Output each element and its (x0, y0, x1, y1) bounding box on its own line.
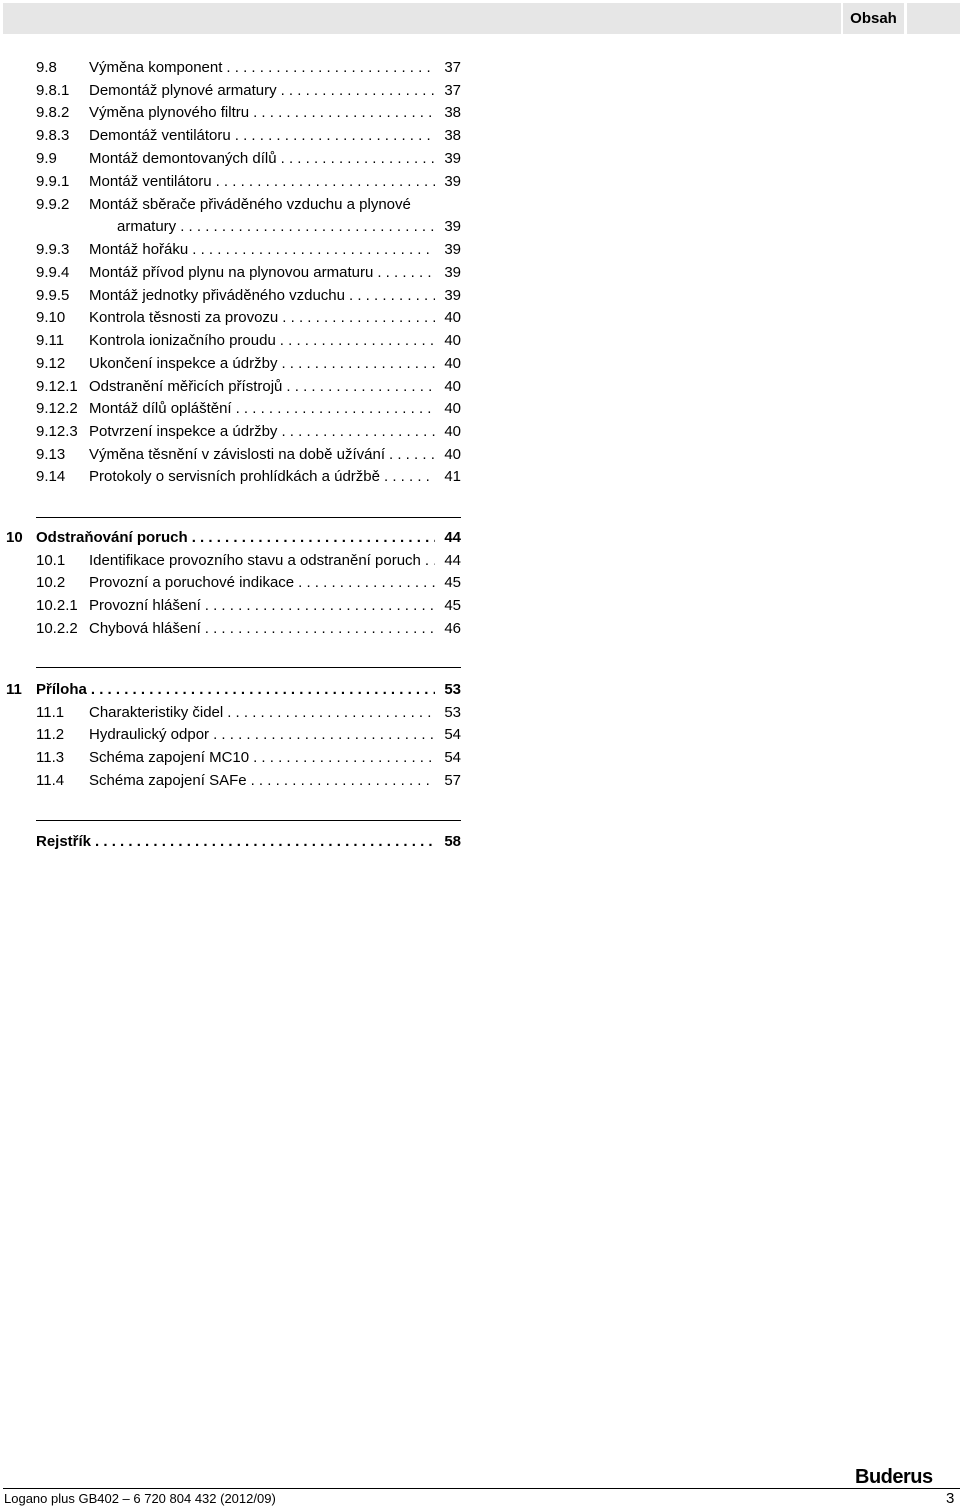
toc-title: Montáž ventilátoru (89, 173, 212, 190)
toc-entry[interactable] (0, 467, 960, 487)
toc-number: 10.2.2 (36, 620, 78, 637)
toc-title: Provozní a poruchové indikace (89, 574, 295, 591)
chapter-divider (36, 667, 461, 668)
toc-title: Chybová hlášení (89, 620, 201, 637)
toc-number: 9.14 (36, 468, 66, 485)
toc-page: 37 (444, 59, 461, 76)
toc-entry[interactable] (0, 149, 960, 169)
toc-page: 40 (444, 378, 461, 395)
toc-entry[interactable] (0, 58, 960, 78)
toc-number: 9.8 (36, 59, 57, 76)
toc-number: 10.2.1 (36, 597, 78, 614)
toc-number: 11.3 (36, 749, 65, 766)
leader-dots (253, 103, 435, 123)
toc-page: 44 (444, 552, 461, 569)
toc-page: 41 (444, 468, 461, 485)
toc-number: 11.4 (36, 772, 65, 789)
toc-page: 57 (444, 772, 461, 789)
toc-entry[interactable] (0, 354, 960, 374)
toc-index-title: Rejstřík (36, 833, 92, 850)
toc-title: Demontáž plynové armatury (89, 82, 277, 99)
page-number: 3 (946, 1490, 955, 1507)
footer-divider (3, 1488, 960, 1489)
toc-number: 10.1 (36, 552, 66, 569)
toc-page: 39 (444, 218, 461, 235)
leader-dots (281, 81, 435, 101)
toc-title: Identifikace provozního stavu a odstranění poruch (89, 552, 421, 569)
toc-page: 54 (444, 726, 461, 743)
chapter-divider (36, 517, 461, 518)
toc-entry[interactable] (0, 377, 960, 397)
toc-page: 39 (444, 287, 461, 304)
leader-dots (349, 286, 435, 306)
toc-title: Montáž demontovaných dílů (89, 150, 277, 167)
toc-page: 54 (444, 749, 461, 766)
leader-dots (213, 725, 435, 745)
toc-title: Potvrzení inspekce a údržby (89, 423, 278, 440)
toc-page: 45 (444, 597, 461, 614)
leader-dots (389, 445, 435, 465)
toc-entry[interactable] (0, 308, 960, 328)
toc-chapter-title: Příloha (36, 681, 87, 698)
leader-dots (227, 703, 435, 723)
leader-dots (205, 596, 435, 616)
leader-dots (192, 240, 435, 260)
toc-entry[interactable] (0, 725, 960, 745)
toc-title: Výměna plynového filtru (89, 104, 250, 121)
toc-title: Montáž sběrače přiváděného vzduchu a plynové (89, 196, 411, 213)
leader-dots (280, 331, 435, 351)
toc-title-continuation: armatury (117, 218, 177, 235)
toc-entry[interactable] (0, 748, 960, 768)
toc-entry[interactable] (0, 240, 960, 260)
toc-entry[interactable] (0, 596, 960, 616)
leader-dots (281, 149, 435, 169)
toc-number: 9.8.3 (36, 127, 70, 144)
leader-dots (205, 619, 435, 639)
toc-chapter-number: 10 (6, 529, 23, 546)
toc-entry[interactable] (0, 172, 960, 192)
toc-title: Protokoly o servisních prohlídkách a údržbě (89, 468, 380, 485)
toc-entry[interactable] (0, 195, 960, 215)
toc-entry[interactable] (0, 551, 960, 571)
toc-title: Montáž hořáku (89, 241, 189, 258)
toc-number: 9.12 (36, 355, 66, 372)
toc-title: Odstranění měřicích přístrojů (89, 378, 283, 395)
toc-title: Montáž přívod plynu na plynovou armaturu (89, 264, 374, 281)
toc-number: 9.13 (36, 446, 66, 463)
toc-page: 40 (444, 309, 461, 326)
toc-title: Charakteristiky čidel (89, 704, 224, 721)
toc-number: 9.9 (36, 150, 57, 167)
toc-chapter-entry[interactable] (0, 680, 960, 700)
leader-dots (192, 528, 435, 548)
toc-entry[interactable] (0, 286, 960, 306)
toc-title: Výměna těsnění v závislosti na době užívání (89, 446, 386, 463)
leader-dots (298, 573, 435, 593)
toc-number: 11.1 (36, 704, 65, 721)
toc-title: Hydraulický odpor (89, 726, 210, 743)
toc-number: 9.12.1 (36, 378, 78, 395)
toc-number: 10.2 (36, 574, 66, 591)
toc-number: 9.9.3 (36, 241, 70, 258)
toc-page: 46 (444, 620, 461, 637)
toc-title: Provozní hlášení (89, 597, 201, 614)
toc-chapter-entry[interactable] (0, 528, 960, 548)
toc-entry[interactable] (0, 126, 960, 146)
toc-page: 38 (444, 127, 461, 144)
toc-entry[interactable] (0, 703, 960, 723)
toc-number: 9.9.2 (36, 196, 70, 213)
toc-page: 40 (444, 400, 461, 417)
toc-title: Kontrola ionizačního proudu (89, 332, 276, 349)
leader-dots (251, 771, 435, 791)
toc-page: 45 (444, 574, 461, 591)
toc-number: 9.10 (36, 309, 66, 326)
section-label: Obsah (843, 3, 904, 34)
toc-number: 9.8.2 (36, 104, 70, 121)
toc-page: 53 (444, 681, 461, 698)
toc-page: 39 (444, 173, 461, 190)
toc-number: 9.12.3 (36, 423, 78, 440)
toc-entry[interactable] (0, 573, 960, 593)
toc-page: 44 (444, 529, 461, 546)
leader-dots (236, 399, 435, 419)
toc-title: Kontrola těsnosti za provozu (89, 309, 279, 326)
toc-entry-continuation[interactable] (0, 217, 960, 237)
toc-entry[interactable] (0, 619, 960, 639)
toc-number: 9.9.5 (36, 287, 70, 304)
toc-index-entry[interactable] (0, 832, 960, 852)
leader-dots (282, 308, 435, 328)
toc-page: 39 (444, 150, 461, 167)
leader-dots (226, 58, 435, 78)
toc-page: 40 (444, 355, 461, 372)
toc-entry[interactable] (0, 771, 960, 791)
toc-page: 39 (444, 264, 461, 281)
toc-page: 58 (444, 833, 461, 850)
toc-chapter-number: 11 (6, 681, 22, 698)
leader-dots (216, 172, 435, 192)
toc-number: 9.8.1 (36, 82, 70, 99)
toc-entry[interactable] (0, 399, 960, 419)
toc-page: 40 (444, 423, 461, 440)
toc-number: 9.9.4 (36, 264, 70, 281)
toc-page: 38 (444, 104, 461, 121)
toc-title: Schéma zapojení SAFe (89, 772, 247, 789)
toc-title: Montáž dílů opláštění (89, 400, 232, 417)
header-tab (907, 3, 960, 34)
leader-dots (384, 467, 435, 487)
leader-dots (281, 422, 435, 442)
toc-chapter-title: Odstraňování poruch (36, 529, 188, 546)
toc-number: 9.9.1 (36, 173, 70, 190)
toc-title: Montáž jednotky přiváděného vzduchu (89, 287, 345, 304)
toc-page: 40 (444, 446, 461, 463)
toc-page: 53 (444, 704, 461, 721)
toc-title: Schéma zapojení MC10 (89, 749, 250, 766)
header-bar (3, 3, 841, 34)
toc-entry[interactable] (0, 103, 960, 123)
toc-page: 37 (444, 82, 461, 99)
toc-title: Ukončení inspekce a údržby (89, 355, 278, 372)
toc-entry[interactable] (0, 81, 960, 101)
toc-entry[interactable] (0, 445, 960, 465)
toc-entry[interactable] (0, 422, 960, 442)
brand-logo: Buderus (855, 1466, 933, 1488)
leader-dots (425, 551, 435, 571)
leader-dots (180, 217, 435, 237)
leader-dots (235, 126, 435, 146)
leader-dots (91, 680, 435, 700)
chapter-divider (36, 820, 461, 821)
footer-document-id: Logano plus GB402 – 6 720 804 432 (2012/09) (4, 1491, 276, 1506)
toc-number: 11.2 (36, 726, 65, 743)
leader-dots (286, 377, 435, 397)
toc-title: Výměna komponent (89, 59, 223, 76)
leader-dots (377, 263, 435, 283)
toc-page: 40 (444, 332, 461, 349)
leader-dots (253, 748, 435, 768)
toc-entry[interactable] (0, 263, 960, 283)
leader-dots (95, 832, 435, 852)
toc-number: 9.11 (36, 332, 65, 349)
toc-page: 39 (444, 241, 461, 258)
leader-dots (281, 354, 435, 374)
toc-title: Demontáž ventilátoru (89, 127, 231, 144)
toc-number: 9.12.2 (36, 400, 78, 417)
toc-entry[interactable] (0, 331, 960, 351)
